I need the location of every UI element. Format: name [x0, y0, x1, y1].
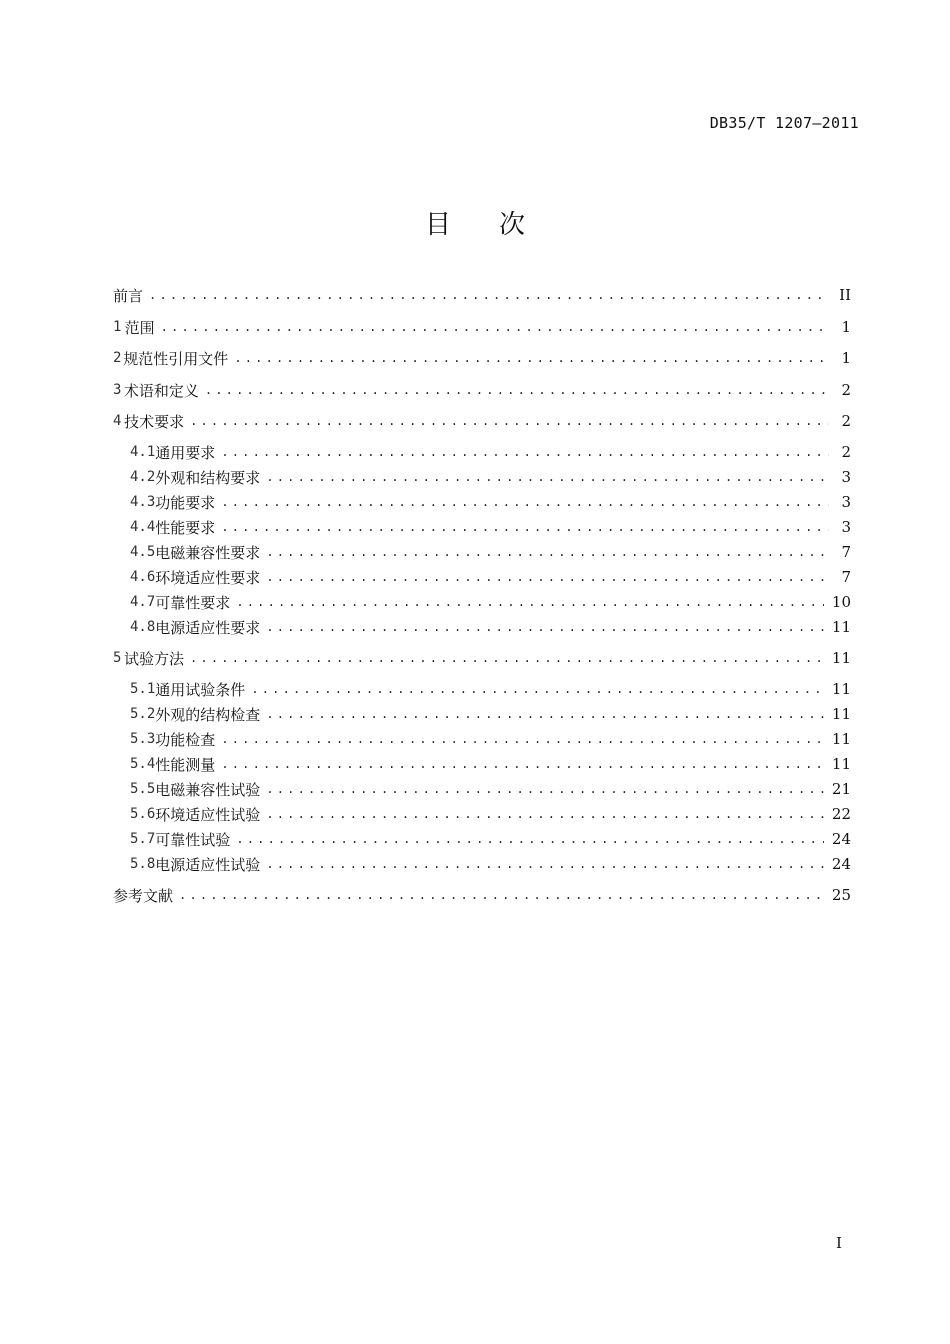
- toc-leader-dots: [190, 648, 824, 668]
- toc-entry-number: 4.6: [130, 569, 156, 585]
- toc-leader-dots: [266, 467, 829, 487]
- toc-entry-number: 5.5: [130, 781, 156, 797]
- toc-leader-dots: [266, 617, 824, 637]
- toc-entry-page: 3: [841, 518, 851, 536]
- toc-entry-number: 5.3: [130, 731, 156, 747]
- toc-entry-label: 技术要求: [124, 412, 185, 431]
- toc-entry-number: 4.2: [130, 469, 156, 485]
- toc-entry-number: 5.6: [130, 806, 156, 822]
- toc-leader-dots: [266, 704, 824, 724]
- toc-entry-5-7[interactable]: [130, 826, 851, 852]
- toc-leader-dots: [221, 729, 824, 749]
- toc-entry-label: 范围: [124, 318, 155, 337]
- toc-entry-number: 4: [113, 413, 122, 429]
- toc-entry-number: 4.4: [130, 519, 156, 535]
- toc-entry-label: 功能检查: [155, 730, 216, 749]
- toc-entry-label: 可靠性要求: [155, 593, 231, 612]
- toc-entry-page: 24: [831, 855, 851, 873]
- toc-leader-dots: [236, 592, 824, 612]
- toc-entry-page: 11: [831, 755, 851, 773]
- toc-leader-dots: [234, 348, 829, 368]
- toc-entry-page: 24: [831, 830, 851, 848]
- toc-entry-page: 7: [841, 543, 851, 561]
- toc-entry-label: 通用试验条件: [155, 680, 246, 699]
- toc-entry-label: 环境适应性要求: [155, 568, 261, 587]
- toc-entry-5-5[interactable]: [130, 776, 851, 802]
- toc-entry-page: 22: [831, 805, 851, 823]
- toc-leader-dots: [221, 754, 824, 774]
- toc-entry-page: 11: [831, 680, 851, 698]
- toc-entry-4-1[interactable]: [130, 439, 851, 465]
- toc-leader-dots: [266, 854, 824, 874]
- toc-entry-label: 电源适应性试验: [155, 855, 261, 874]
- toc-entry-number: 5.8: [130, 856, 156, 872]
- toc-leader-dots: [205, 380, 829, 400]
- toc-entry-5-6[interactable]: [130, 801, 851, 827]
- toc-entry-5-1[interactable]: [130, 676, 851, 702]
- toc-entry-label: 规范性引用文件: [123, 349, 229, 368]
- toc-leader-dots: [221, 517, 829, 537]
- toc-entry-label: 试验方法: [123, 649, 184, 668]
- toc-entry-number: 3: [113, 382, 122, 398]
- toc-entry-4-7[interactable]: [130, 589, 851, 615]
- toc-entry-label: 外观和结构要求: [155, 468, 261, 487]
- toc-entry-page: 2: [841, 412, 851, 430]
- toc-entry-label: 可靠性试验: [155, 830, 231, 849]
- toc-entry-number: 4.3: [130, 494, 156, 510]
- toc-entry-references[interactable]: [113, 882, 851, 908]
- toc-entry-label: 电源适应性要求: [155, 618, 261, 637]
- toc-leader-dots: [236, 829, 824, 849]
- toc-entry-page: 11: [831, 649, 851, 667]
- toc-title-char-1: 目: [424, 210, 451, 240]
- toc-entry-4-6[interactable]: [130, 564, 851, 590]
- toc-entry-number: 5.2: [130, 706, 156, 722]
- toc-entry-4[interactable]: [113, 408, 851, 434]
- toc-leader-dots: [179, 885, 824, 905]
- toc-entry-label: 通用要求: [155, 443, 216, 462]
- toc-entry-number: 4.7: [130, 594, 156, 610]
- toc-entry-page: 10: [831, 593, 851, 611]
- toc-entry-page: 1: [841, 349, 851, 367]
- toc-entry-5-4[interactable]: [130, 751, 851, 777]
- toc-entry-page: 11: [831, 730, 851, 748]
- toc-entry-number: 5.4: [130, 756, 156, 772]
- toc-entry-label: 前言: [113, 286, 144, 305]
- toc-entry-label: 外观的结构检查: [155, 705, 261, 724]
- toc-entry-label: 功能要求: [155, 493, 216, 512]
- toc-leader-dots: [149, 285, 829, 305]
- toc-entry-3[interactable]: [113, 377, 851, 403]
- toc-entry-4-3[interactable]: [130, 489, 851, 515]
- toc-title: [0, 204, 950, 241]
- toc-leader-dots: [266, 542, 829, 562]
- toc-entry-number: 5: [113, 650, 122, 666]
- toc-entry-label: 性能要求: [155, 518, 216, 537]
- toc-entry-page: 2: [841, 443, 851, 461]
- toc-entry-page: 11: [831, 618, 851, 636]
- toc-entry-4-4[interactable]: [130, 514, 851, 540]
- toc-entry-number: 2: [113, 350, 122, 366]
- toc-entry-label: 电磁兼容性要求: [155, 543, 261, 562]
- toc-title-char-2: 次: [499, 210, 526, 240]
- toc-entry-label: 参考文献: [113, 886, 174, 905]
- toc-entry-number: 1: [113, 319, 122, 335]
- toc-entry-number: 4.5: [130, 544, 156, 560]
- toc-entry-page: 1: [841, 318, 851, 336]
- toc-entry-2[interactable]: [113, 345, 851, 371]
- toc-entry-page: II: [839, 286, 851, 304]
- standard-code: DB35/T 1207—2011: [709, 114, 859, 132]
- toc-entry-number: 4.1: [130, 444, 156, 460]
- toc-entry-label: 术语和定义: [123, 381, 199, 400]
- toc-entry-page: 7: [841, 568, 851, 586]
- toc-entry-number: 4.8: [130, 619, 156, 635]
- footer-page-number: I: [836, 1234, 842, 1252]
- toc-leader-dots: [221, 442, 829, 462]
- toc-entry-5-8[interactable]: [130, 851, 851, 877]
- toc-leader-dots: [266, 804, 824, 824]
- toc-entry-label: 性能测量: [155, 755, 216, 774]
- toc-entry-number: 5.1: [130, 681, 156, 697]
- toc-entry-page: 2: [841, 381, 851, 399]
- toc-entry-4-5[interactable]: [130, 539, 851, 565]
- toc-leader-dots: [221, 492, 829, 512]
- toc-entry-label: 电磁兼容性试验: [155, 780, 261, 799]
- toc-entry-preface[interactable]: [113, 282, 851, 308]
- toc-entry-label: 环境适应性试验: [155, 805, 261, 824]
- toc-entry-4-2[interactable]: [130, 464, 851, 490]
- toc-leader-dots: [266, 567, 829, 587]
- toc-entry-5-2[interactable]: [130, 701, 851, 727]
- toc-entry-page: 3: [841, 468, 851, 486]
- toc-leader-dots: [266, 779, 824, 799]
- toc-leader-dots: [190, 411, 829, 431]
- toc-entry-5[interactable]: [113, 645, 851, 671]
- toc-entry-page: 11: [831, 705, 851, 723]
- toc-entry-page: 3: [841, 493, 851, 511]
- toc-entry-5-3[interactable]: [130, 726, 851, 752]
- toc-entry-page: 21: [831, 780, 851, 798]
- toc-leader-dots: [161, 317, 829, 337]
- toc-entry-number: 5.7: [130, 831, 156, 847]
- toc-entry-4-8[interactable]: [130, 614, 851, 640]
- toc-entry-page: 25: [831, 886, 851, 904]
- toc-entry-1[interactable]: [113, 314, 851, 340]
- toc-leader-dots: [251, 679, 824, 699]
